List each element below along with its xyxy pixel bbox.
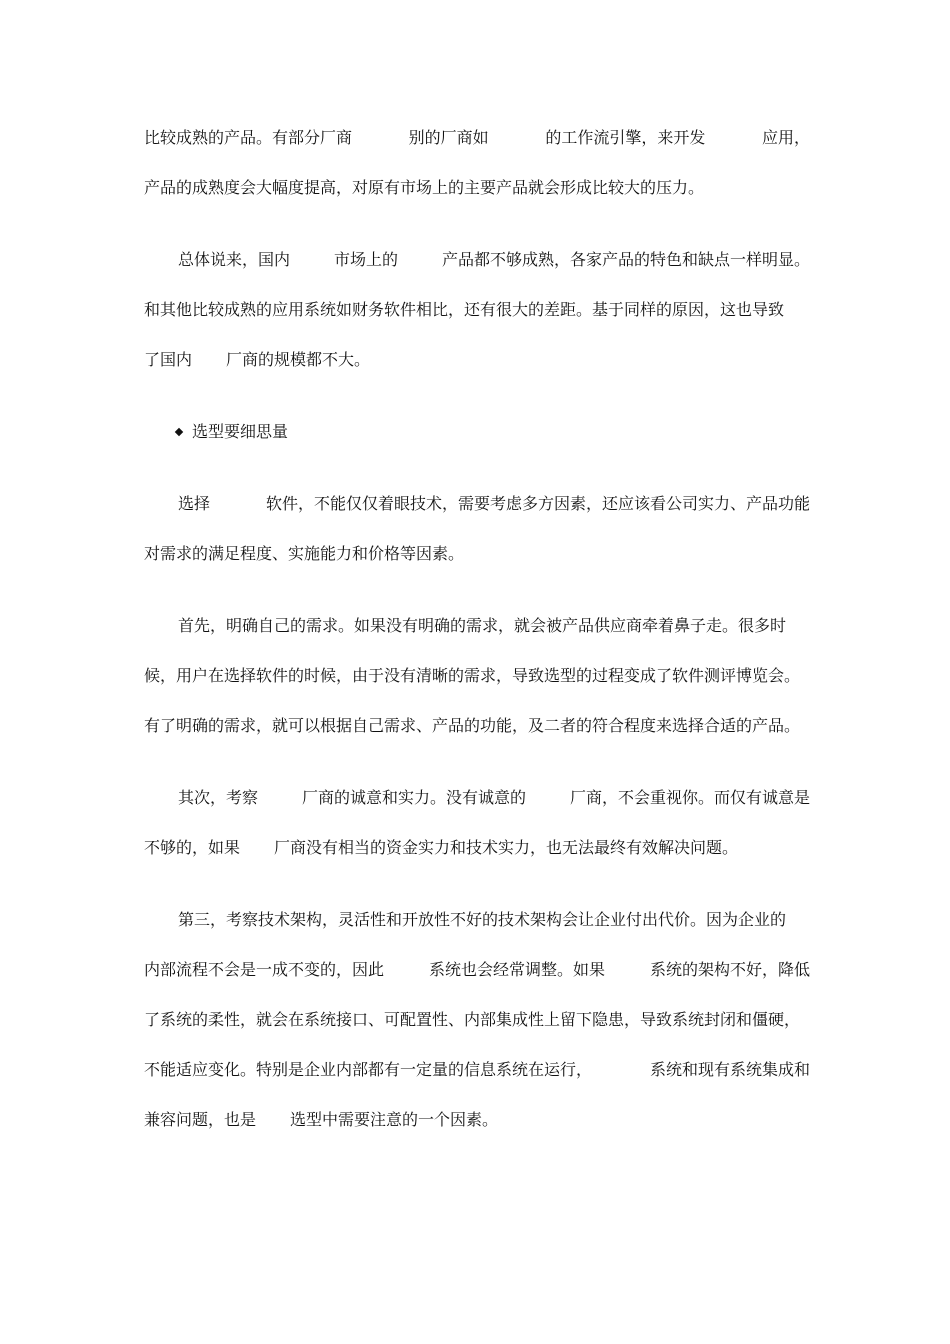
text-segment: 不够的，如果 <box>144 838 241 857</box>
text-segment: 系统也会经常调整。如果 <box>428 960 605 979</box>
p1-line1 <box>144 126 810 150</box>
p1-line2: 产品的成熟度会大幅度提高，对原有市场上的主要产品就会形成比较大的压力。 <box>144 178 705 197</box>
text-segment: 的工作流引擎，来开发 <box>545 128 706 147</box>
text-segment: 厂商，不会重视你。而仅有诚意是 <box>569 788 810 807</box>
p6-line5 <box>144 1108 810 1132</box>
text-segment: 内部流程不会是一成不变的，因此 <box>144 960 385 979</box>
section-heading <box>176 420 288 444</box>
text-segment: 了国内 <box>144 350 193 369</box>
p3-line1 <box>178 492 810 516</box>
p6-line1: 第三，考察技术架构，灵活性和开放性不好的技术架构会让企业付出代价。因为企业的 <box>178 910 787 929</box>
text-segment: 厂商的诚意和实力。没有诚意的 <box>301 788 526 807</box>
text-segment: 软件，不能仅仅着眼技术，需要考虑多方因素，还应该看公司实力、产品功能 <box>265 494 810 513</box>
text-segment: 厂商没有相当的资金实力和技术实力，也无法最终有效解决问题。 <box>274 838 739 857</box>
p2-line1 <box>178 248 810 272</box>
p6-line4 <box>144 1058 810 1082</box>
text-segment: 总体说来，国内 <box>178 250 291 269</box>
section-heading-text: 选型要细思量 <box>192 422 289 441</box>
text-segment: 系统的架构不好，降低 <box>649 960 810 979</box>
text-segment: 选择 <box>178 494 211 513</box>
text-segment: 选型中需要注意的一个因素。 <box>290 1110 499 1129</box>
p5-line1 <box>178 786 810 810</box>
text-segment: 系统和现有系统集成和 <box>649 1060 810 1079</box>
text-segment: 比较成熟的产品。有部分厂商 <box>144 128 353 147</box>
text-segment: 不能适应变化。特别是企业内部都有一定量的信息系统在运行， <box>144 1060 593 1079</box>
p5-line2 <box>144 836 810 860</box>
p3-line2: 对需求的满足程度、实施能力和价格等因素。 <box>144 544 465 563</box>
p2-line3 <box>144 348 810 372</box>
p6-line3: 了系统的柔性，就会在系统接口、可配置性、内部集成性上留下隐患，导致系统封闭和僵硬， <box>144 1010 801 1029</box>
p6-line2 <box>144 958 810 982</box>
text-segment: 兼容问题，也是 <box>144 1110 257 1129</box>
text-segment: 厂商的规模都不大。 <box>226 350 371 369</box>
text-segment: 其次，考察 <box>178 788 259 807</box>
diamond-bullet-icon <box>175 428 183 436</box>
p2-line2: 和其他比较成熟的应用系统如财务软件相比，还有很大的差距。基于同样的原因，这也导致 <box>144 300 785 319</box>
text-segment: 别的厂商如 <box>408 128 489 147</box>
text-segment: 市场上的 <box>333 250 398 269</box>
text-segment: 应用， <box>761 128 810 147</box>
p4-line1: 首先，明确自己的需求。如果没有明确的需求，就会被产品供应商牵着鼻子走。很多时 <box>178 616 787 635</box>
p4-line3: 有了明确的需求，就可以根据自己需求、产品的功能，及二者的符合程度来选择合适的产品。 <box>144 716 801 735</box>
text-segment: 产品都不够成熟，各家产品的特色和缺点一样明显。 <box>441 250 810 269</box>
p4-line2: 候，用户在选择软件的时候，由于没有清晰的需求，导致选型的过程变成了软件测评博览会。 <box>144 666 801 685</box>
